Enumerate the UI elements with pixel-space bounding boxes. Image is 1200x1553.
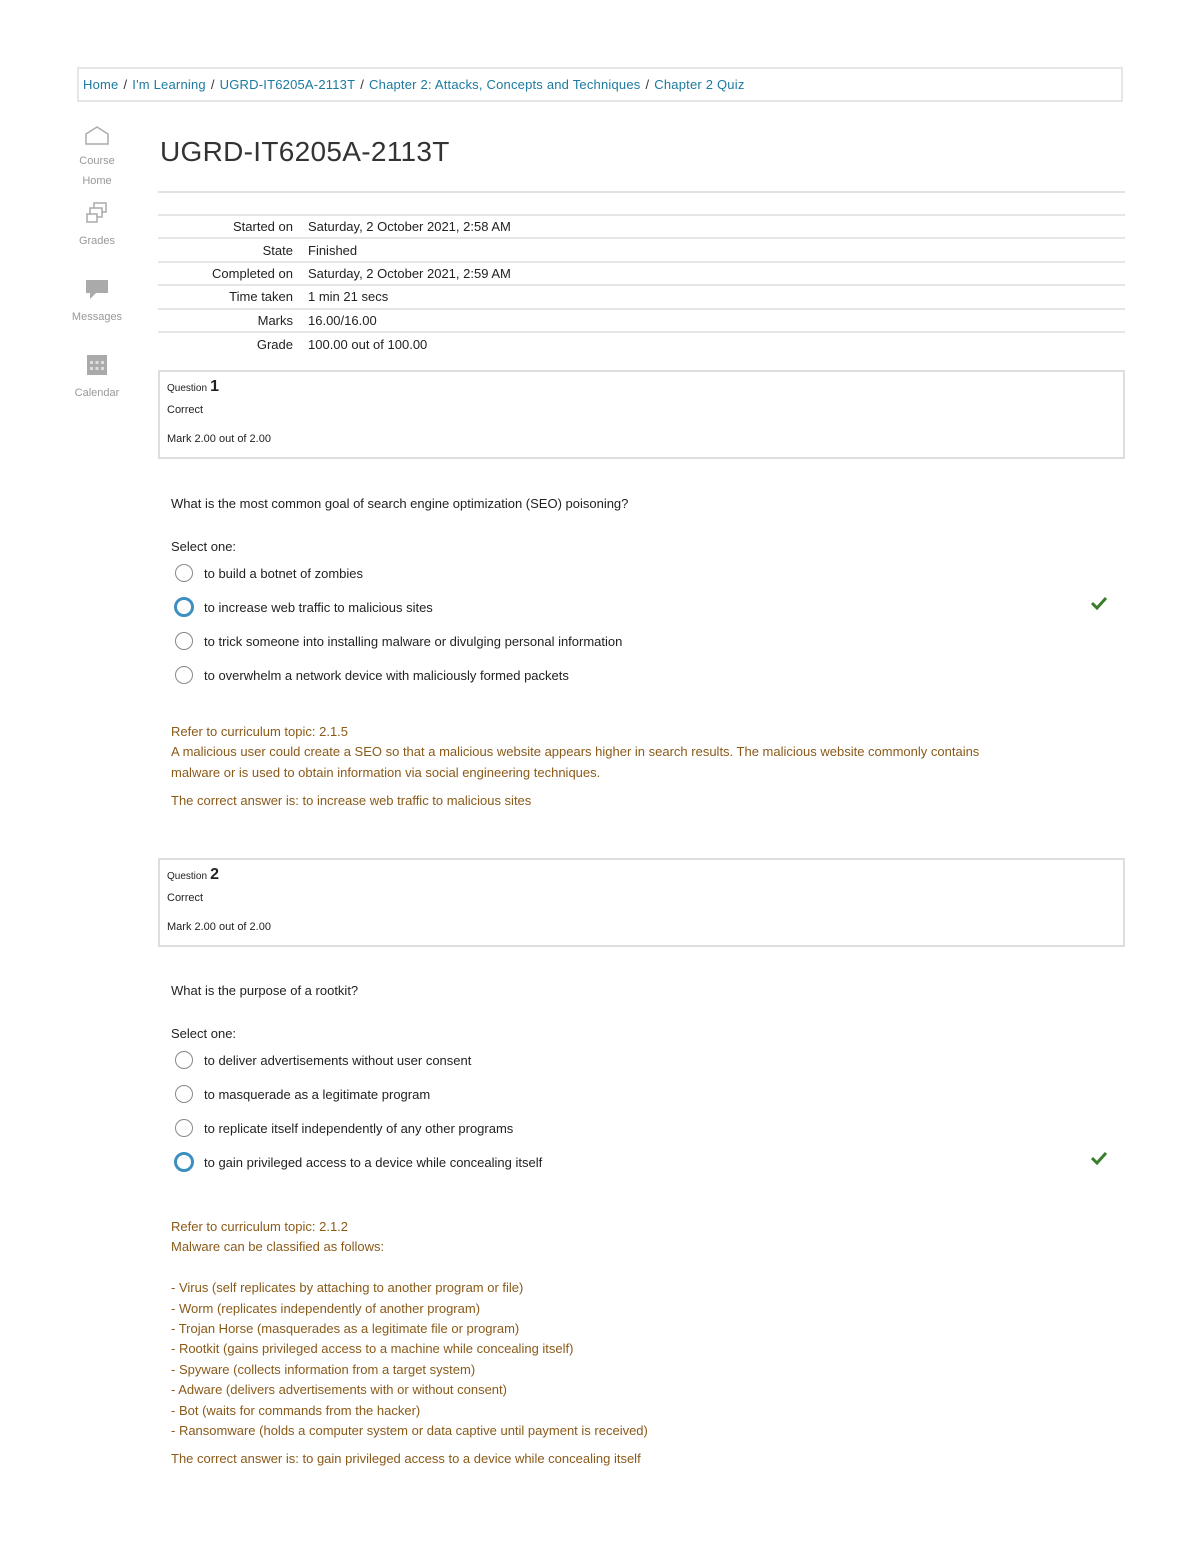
breadcrumb-separator: /	[360, 77, 365, 92]
answer-option-label: to replicate itself independently of any other programs	[204, 1120, 514, 1136]
summary-value: 16.00/16.00	[308, 312, 377, 328]
feedback-blank-line	[171, 1258, 1125, 1278]
answer-option-selected[interactable]	[171, 1145, 1125, 1179]
breadcrumb-quiz[interactable]: Chapter 2 Quiz	[654, 77, 745, 92]
messages-icon	[85, 277, 109, 301]
nav-grades-label: Grades	[78, 235, 116, 247]
summary-label: Grade	[256, 336, 293, 352]
correct-check-icon	[1091, 596, 1107, 610]
general-feedback	[171, 722, 1125, 812]
nav-label-line: Course	[79, 155, 115, 167]
question-number-value: 2	[210, 866, 219, 883]
answer-option-selected[interactable]	[171, 590, 1125, 624]
summary-value: 1 min 21 secs	[308, 289, 389, 305]
question-state: Correct	[167, 892, 204, 904]
summary-row-time-taken	[158, 285, 1125, 308]
feedback-line: - Ransomware (holds a computer system or data captive until payment is received)	[171, 1423, 648, 1439]
summary-value: Saturday, 2 October 2021, 2:59 AM	[308, 265, 511, 281]
question-text: What is the purpose of a rootkit?	[171, 983, 359, 998]
answer-options	[171, 556, 1125, 692]
question-state: Correct	[167, 404, 204, 416]
nav-calendar[interactable]	[60, 353, 134, 429]
summary-row-grade	[158, 332, 1125, 355]
question-number-value: 1	[210, 378, 219, 395]
question-mark: Mark 2.00 out of 2.00	[167, 433, 271, 445]
radio-button[interactable]	[175, 1051, 193, 1069]
breadcrumb-im-learning[interactable]: I'm Learning	[132, 77, 206, 92]
answer-option[interactable]	[171, 556, 1125, 590]
breadcrumb-course[interactable]: UGRD-IT6205A-2113T	[219, 77, 356, 92]
summary-row-started-on	[158, 215, 1125, 238]
nav-messages[interactable]	[60, 277, 134, 353]
question-1-info	[158, 370, 1125, 459]
radio-button[interactable]	[175, 1119, 193, 1137]
summary-row-state	[158, 238, 1125, 261]
breadcrumb-separator: /	[123, 77, 128, 92]
nav-course-home[interactable]	[60, 125, 134, 201]
breadcrumb-separator: /	[210, 77, 215, 92]
grades-icon	[85, 201, 109, 225]
answer-option-label: to deliver advertisements without user consent	[204, 1052, 472, 1068]
feedback-line: - Rootkit (gains privileged access to a machine while concealing itself)	[171, 1341, 574, 1357]
summary-label: Started on	[233, 219, 293, 235]
question-label: Question	[167, 383, 208, 394]
right-answer: The correct answer is: to gain privileged access to a device while concealing itself	[171, 1451, 641, 1467]
right-answer: The correct answer is: to increase web traffic to malicious sites	[171, 793, 532, 809]
summary-value: Saturday, 2 October 2021, 2:58 AM	[308, 219, 511, 235]
summary-label: Completed on	[212, 265, 293, 281]
answer-options	[171, 1043, 1125, 1179]
radio-button[interactable]	[175, 666, 193, 684]
nav-course-home-label	[79, 151, 114, 191]
summary-value: 100.00 out of 100.00	[308, 336, 428, 352]
nav-calendar-label: Calendar	[74, 387, 120, 399]
side-navigation	[60, 125, 134, 429]
feedback-line: Refer to curriculum topic: 2.1.5	[171, 724, 349, 739]
nav-grades[interactable]	[60, 201, 134, 277]
select-one-prompt: Select one:	[171, 1026, 237, 1041]
answer-option-label: to increase web traffic to malicious sites	[204, 599, 433, 615]
feedback-line: - Trojan Horse (masquerades as a legitimate file or program)	[171, 1321, 520, 1337]
breadcrumb-separator: /	[645, 77, 650, 92]
feedback-line: - Bot (waits for commands from the hacker)	[171, 1402, 421, 1418]
radio-button[interactable]	[175, 632, 193, 650]
divider	[158, 191, 1125, 193]
feedback-line: - Spyware (collects information from a target system)	[171, 1361, 476, 1377]
summary-row-completed-on	[158, 262, 1125, 285]
answer-option-label: to overwhelm a network device with maliciously formed packets	[204, 667, 569, 683]
page-title: UGRD-IT6205A-2113T	[160, 136, 450, 167]
radio-button[interactable]	[175, 564, 193, 582]
answer-option[interactable]	[171, 1111, 1125, 1145]
radio-button-selected[interactable]	[174, 1152, 194, 1172]
question-mark: Mark 2.00 out of 2.00	[167, 921, 271, 933]
answer-option-label: to trick someone into installing malware or divulging personal information	[204, 633, 623, 649]
question-1-content	[171, 496, 1125, 812]
radio-button-selected[interactable]	[174, 597, 194, 617]
answer-option[interactable]	[171, 1043, 1125, 1077]
feedback-line: - Virus (self replicates by attaching to another program or file)	[171, 1280, 524, 1296]
summary-row-marks	[158, 309, 1125, 332]
home-icon	[84, 125, 110, 145]
nav-label-line: Home	[82, 175, 112, 187]
feedback-line: Malware can be classified as follows:	[171, 1239, 385, 1255]
answer-option[interactable]	[171, 1077, 1125, 1111]
summary-label: State	[262, 242, 293, 258]
question-number	[167, 378, 1123, 396]
answer-option[interactable]	[171, 624, 1125, 658]
feedback-line: malware or is used to obtain information via social engineering techniques.	[171, 764, 601, 780]
breadcrumb-home[interactable]: Home	[83, 77, 119, 92]
feedback-line: Refer to curriculum topic: 2.1.2	[171, 1219, 349, 1234]
answer-option-label: to gain privileged access to a device while concealing itself	[204, 1154, 543, 1170]
feedback-line: A malicious user could create a SEO so that a malicious website appears higher in search results. The malicious website commonly contains	[171, 744, 980, 760]
question-number	[167, 866, 1123, 884]
nav-messages-label: Messages	[71, 311, 123, 323]
breadcrumb	[77, 67, 1123, 102]
breadcrumb-chapter[interactable]: Chapter 2: Attacks, Concepts and Techniques	[369, 77, 641, 92]
general-feedback	[171, 1217, 1125, 1470]
radio-button[interactable]	[175, 1085, 193, 1103]
answer-option-label: to masquerade as a legitimate program	[204, 1086, 431, 1102]
question-label: Question	[167, 871, 208, 882]
question-2-info	[158, 858, 1125, 947]
answer-option[interactable]	[171, 658, 1125, 692]
calendar-icon	[85, 353, 109, 377]
summary-value: Finished	[308, 242, 358, 258]
question-2-content	[171, 983, 1125, 1470]
feedback-line: - Worm (replicates independently of another program)	[171, 1300, 481, 1316]
select-one-prompt: Select one:	[171, 539, 237, 554]
question-text: What is the most common goal of search engine optimization (SEO) poisoning?	[171, 496, 629, 511]
attempt-summary-table	[158, 214, 1125, 355]
summary-label: Marks	[257, 312, 293, 328]
correct-check-icon	[1091, 1151, 1107, 1165]
answer-option-label: to build a botnet of zombies	[204, 565, 363, 581]
summary-label: Time taken	[229, 289, 293, 305]
feedback-line: - Adware (delivers advertisements with or without consent)	[171, 1382, 507, 1398]
